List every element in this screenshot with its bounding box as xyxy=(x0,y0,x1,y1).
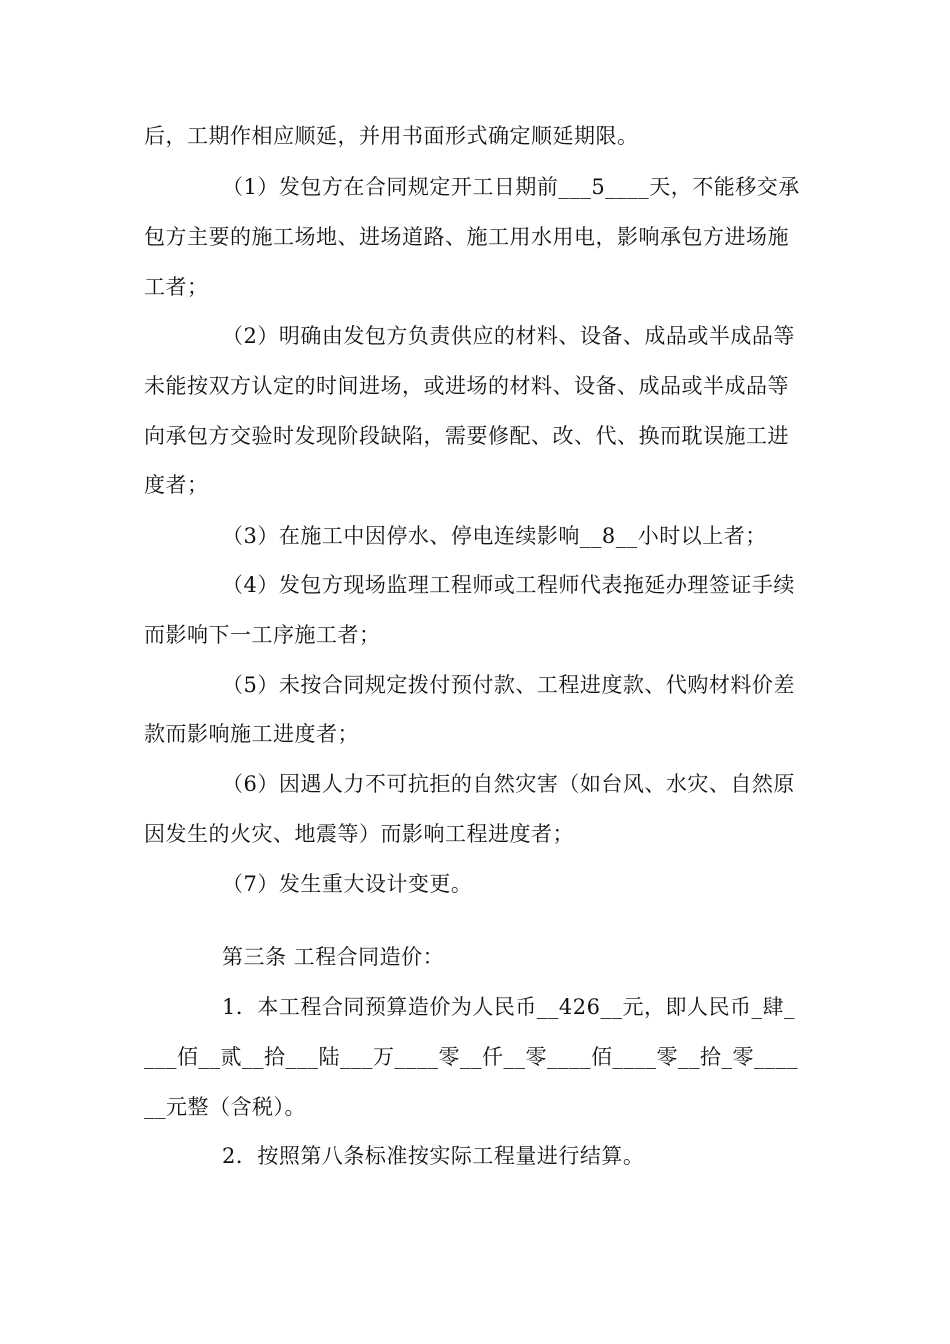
text-line: 包方主要的施工场地、进场道路、施工用水用电，影响承包方进场施 xyxy=(144,225,789,249)
text-line: （2）明确由发包方负责供应的材料、设备、成品或半成品等 xyxy=(222,324,795,348)
text-line: 向承包方交验时发现阶段缺陷，需要修配、改、代、换而耽误施工进 xyxy=(144,424,789,448)
text-line: 1．本工程合同预算造价为人民币__426__元，即人民币_肆_ xyxy=(222,995,795,1019)
text-line: （4）发包方现场监理工程师或工程师代表拖延办理签证手续 xyxy=(222,573,795,597)
text-line: （7）发生重大设计变更。 xyxy=(222,872,473,896)
text-line: （6）因遇人力不可抗拒的自然灾害（如台风、水灾、自然原 xyxy=(222,772,795,796)
text-line: 款而影响施工进度者； xyxy=(144,722,359,746)
text-line: （5）未按合同规定拨付预付款、工程进度款、代购材料价差 xyxy=(222,673,795,697)
text-line: 工者； xyxy=(144,275,209,299)
text-line: 因发生的火灾、地震等）而影响工程进度者； xyxy=(144,822,574,846)
section-heading: 第三条 工程合同造价： xyxy=(222,945,445,969)
text-line: （1）发包方在合同规定开工日期前___5____天，不能移交承 xyxy=(222,175,800,199)
text-line: __元整（含税）。 xyxy=(144,1095,306,1119)
text-line: （3）在施工中因停水、停电连续影响__8__小时以上者； xyxy=(222,524,767,548)
text-line: 后，工期作相应顺延，并用书面形式确定顺延期限。 xyxy=(144,124,639,148)
text-line: 未能按双方认定的时间进场，或进场的材料、设备、成品或半成品等 xyxy=(144,374,789,398)
text-line: 2．按照第八条标准按实际工程量进行结算。 xyxy=(222,1144,645,1168)
text-line: 度者； xyxy=(144,473,209,497)
text-line: 而影响下一工序施工者； xyxy=(144,623,381,647)
text-line: ___佰__贰__拾___陆___万____零__仟__零____佰____零__拾_零____ xyxy=(144,1045,798,1069)
